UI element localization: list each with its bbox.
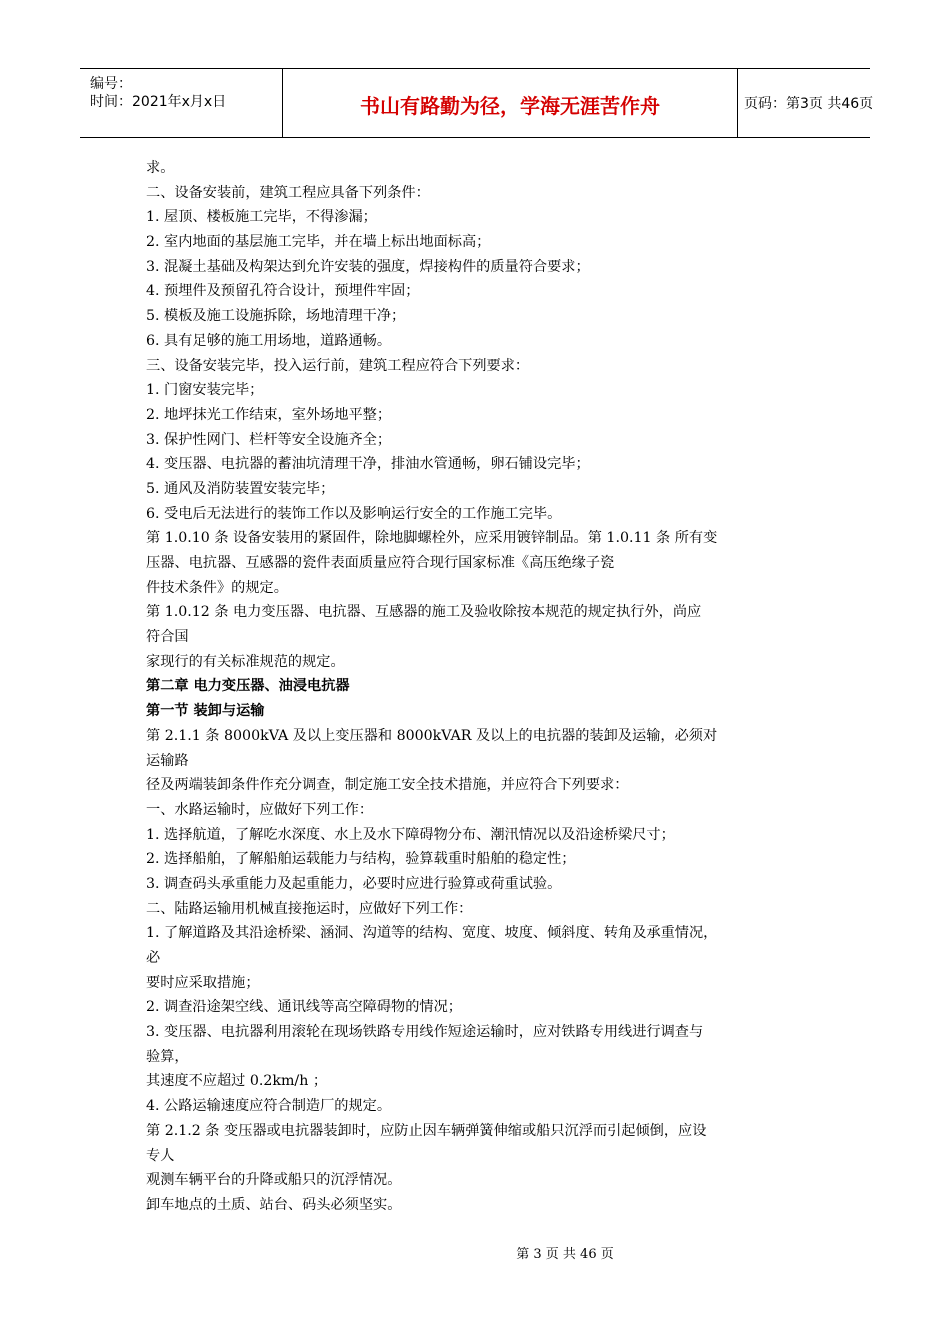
section-heading: 第一节 装卸与运输: [146, 703, 265, 720]
body-text-line: 1. 了解道路及其沿途桥梁、涵洞、沟道等的结构、宽度、坡度、倾斜度、转角及承重情况，: [146, 925, 718, 942]
body-text-line: 2. 地坪抹光工作结束，室外场地平整；: [146, 406, 392, 423]
body-text-line: 三、设备安装完毕，投入运行前，建筑工程应符合下列要求：: [146, 357, 530, 374]
body-text-line: 卸车地点的土质、站台、码头必须坚实。: [146, 1196, 402, 1213]
body-text-line: 件技术条件》的规定。: [146, 579, 288, 596]
header-page-cell: [736, 69, 874, 137]
body-text-line: 5. 模板及施工设施拆除，场地清理干净；: [146, 308, 406, 325]
page-header: [80, 68, 874, 138]
body-text-line: 2. 调查沿途架空线、通讯线等高空障碍物的情况；: [146, 999, 462, 1016]
body-text-line: 5. 通风及消防装置安装完毕；: [146, 480, 335, 497]
body-text-line: 3. 保护性网门、栏杆等安全设施齐全；: [146, 431, 392, 448]
body-text-line: 一、水路运输时，应做好下列工作：: [146, 801, 374, 818]
body-text-line: 必: [146, 950, 161, 966]
document-date-label: 时间：2021年x月x日: [90, 94, 227, 110]
body-text-line: 6. 受电后无法进行的装饰工作以及影响运行安全的工作施工完毕。: [146, 505, 562, 522]
document-body: [146, 156, 806, 1218]
body-text-line: 观测车辆平台的升降或船只的沉浮情况。: [146, 1172, 402, 1189]
body-text-line: 3. 变压器、电抗器利用滚轮在现场铁路专用线作短途运输时，应对铁路专用线进行调查与: [146, 1024, 704, 1041]
section-heading: 第二章 电力变压器、油浸电抗器: [146, 678, 350, 695]
footer-page-number: 第 3 页 共 46 页: [516, 1247, 614, 1262]
body-text-line: 家现行的有关标准规范的规定。: [146, 653, 345, 670]
body-text-line: 专人: [146, 1147, 175, 1164]
body-text-line: 运输路: [146, 752, 189, 769]
body-text-line: 求。: [146, 160, 175, 176]
body-text-line: 二、陆路运输用机械直接拖运时，应做好下列工作：: [146, 900, 473, 917]
body-text-line: 6. 具有足够的施工用场地，道路通畅。: [146, 332, 392, 349]
body-text-line: 其速度不应超过 0.2km/h ；: [146, 1073, 328, 1090]
body-text-line: 第 1.0.10 条 设备安装用的紧固件，除地脚螺栓外，应采用镀锌制品。第 1.0.11 条 所有变: [146, 530, 718, 547]
header-meta-cell: [80, 69, 282, 137]
body-text-line: 4. 公路运输速度应符合制造厂的规定。: [146, 1098, 392, 1115]
body-text-line: 要时应采取措施；: [146, 974, 260, 991]
body-text-line: 第 2.1.2 条 变压器或电抗器装卸时，应防止因车辆弹簧伸缩或船只沉浮而引起倾倒，应设: [146, 1122, 707, 1139]
body-text-line: 验算，: [146, 1048, 189, 1065]
body-text-line: 1. 门窗安装完毕；: [146, 382, 264, 399]
body-text-line: 4. 变压器、电抗器的蓄油坑清理干净，排油水管通畅，卵石铺设完毕；: [146, 456, 590, 473]
body-text-line: 第 1.0.12 条 电力变压器、电抗器、互感器的施工及验收除按本规范的规定执行外，尚应: [146, 604, 702, 621]
body-text-line: 1. 选择航道，了解吃水深度、水上及水下障碍物分布、潮汛情况以及沿途桥梁尺寸；: [146, 826, 675, 843]
header-motto-cell: [282, 69, 738, 137]
header-page-number: 页码：第3页 共46页: [744, 96, 874, 112]
body-text-line: 符合国: [146, 629, 189, 646]
page-footer: [0, 1246, 950, 1264]
body-text-line: 二、设备安装前，建筑工程应具备下列条件：: [146, 184, 430, 201]
body-text-line: 3. 混凝土基础及构架达到允许安装的强度，焊接构件的质量符合要求；: [146, 258, 590, 275]
body-text-line: 1. 屋顶、楼板施工完毕，不得渗漏；: [146, 209, 377, 226]
body-text-line: 4. 预埋件及预留孔符合设计，预埋件牢固；: [146, 283, 420, 300]
body-text-line: 压器、电抗器、互感器的瓷件表面质量应符合现行国家标准《高压绝缘子瓷: [146, 555, 615, 571]
header-motto: 书山有路勤为径，学海无涯苦作舟: [360, 94, 660, 118]
document-number-label: 编号：: [90, 76, 132, 92]
body-text-line: 2. 室内地面的基层施工完毕，并在墙上标出地面标高；: [146, 234, 491, 251]
body-text-line: 径及两端装卸条件作充分调查，制定施工安全技术措施，并应符合下列要求：: [146, 777, 629, 794]
body-text-line: 2. 选择船舶，了解船舶运载能力与结构，验算载重时船舶的稳定性；: [146, 851, 576, 868]
body-text-line: 3. 调查码头承重能力及起重能力，必要时应进行验算或荷重试验。: [146, 875, 562, 892]
body-text-line: 第 2.1.1 条 8000kVA 及以上变压器和 8000kVAR 及以上的电抗器的装卸及运输，必须对: [146, 727, 718, 744]
